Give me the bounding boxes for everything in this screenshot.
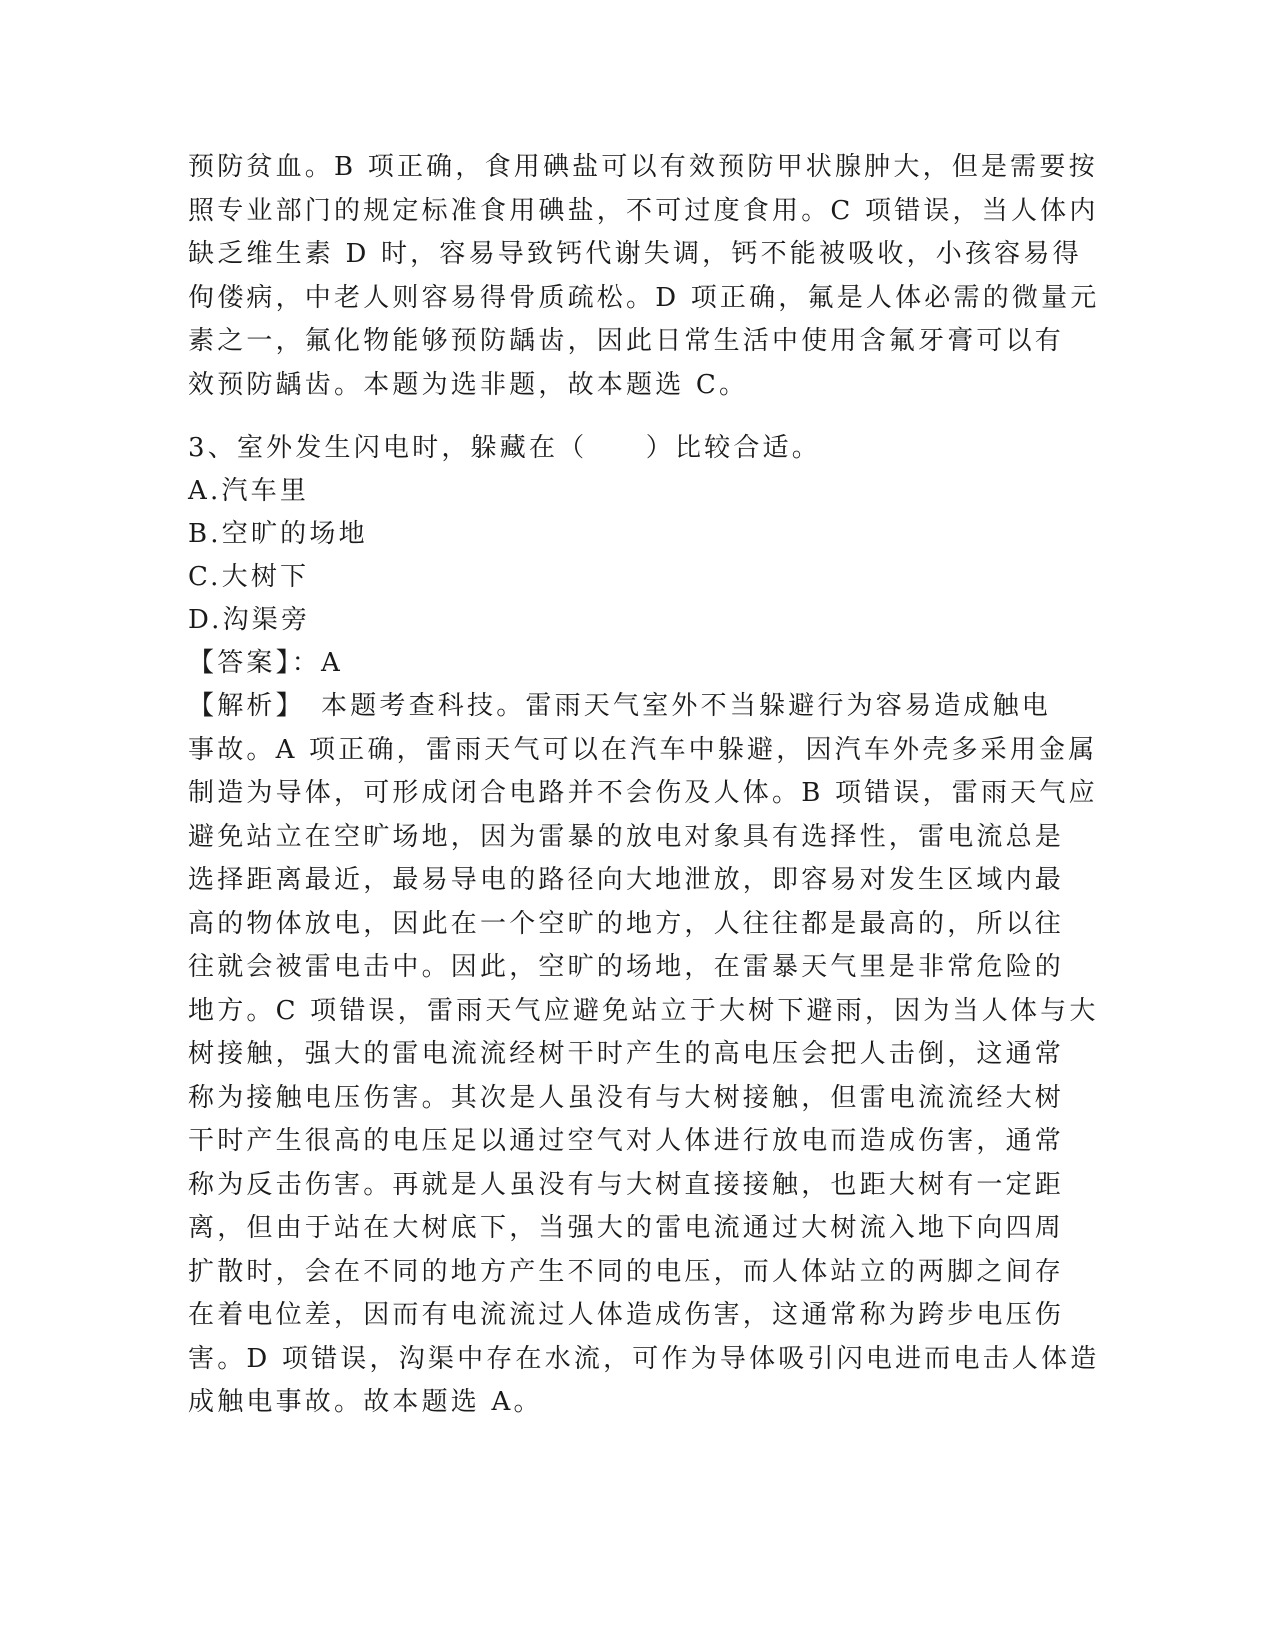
analysis-line: 避免站立在空旷场地，因为雷暴的放电对象具有选择性，雷电流总是: [188, 821, 1065, 852]
analysis-line: 事故。A 项正确，雷雨天气可以在汽车中躲避，因汽车外壳多采用金属: [188, 734, 1098, 765]
analysis-line: 【解析】 本题考查科技。雷雨天气室外不当躲避行为容易造成触电: [188, 691, 1052, 721]
analysis-line: 扩散时，会在不同的地方产生不同的电压，而人体站立的两脚之间存: [188, 1256, 1065, 1287]
analysis-line: 高的物体放电，因此在一个空旷的地方，人往往都是最高的，所以往: [188, 908, 1065, 939]
text-line: 缺乏维生素 D 时，容易导致钙代谢失调，钙不能被吸收，小孩容易得: [188, 239, 1082, 269]
question-block: [188, 427, 1100, 1425]
analysis-line: 选择距离最近，最易导电的路径向大地泄放，即容易对发生区域内最: [188, 865, 1065, 895]
analysis-line: 地方。C 项错误，雷雨天气应避免站立于大树下避雨，因为当人体与大: [188, 995, 1099, 1026]
option-d: D.沟渠旁: [188, 605, 311, 635]
text-line: 素之一，氟化物能够预防龋齿，因此日常生活中使用含氟牙膏可以有: [188, 326, 1065, 356]
analysis-line: 称为接触电压伤害。其次是人虽没有与大树接触，但雷电流流经大树: [188, 1082, 1065, 1113]
analysis-line: 制造为导体，可形成闭合电路并不会伤及人体。B 项错误，雷雨天气应: [188, 778, 1098, 808]
analysis-line: 树接触，强大的雷电流流经树干时产生的高电压会把人击倒，这通常: [188, 1039, 1065, 1069]
answer-line: 【答案】：A: [188, 648, 343, 678]
page-content: [188, 146, 1100, 1425]
analysis-block: [188, 685, 1100, 1425]
option-b: B.空旷的场地: [188, 519, 368, 549]
text-line: 照专业部门的规定标准食用碘盐，不可过度食用。C 项错误，当人体内: [188, 195, 1099, 226]
text-line: 效预防龋齿。本题为选非题，故本题选 C。: [188, 369, 749, 400]
question-stem: 3、室外发生闪电时，躲藏在（ ）比较合适。: [188, 433, 821, 463]
option-list: [188, 470, 1093, 642]
text-line: 预防贫血。B 项正确，食用碘盐可以有效预防甲状腺肿大，但是需要按: [188, 152, 1098, 182]
spacer: [188, 407, 1093, 427]
analysis-line: 往就会被雷电击中。因此，空旷的场地，在雷暴天气里是非常危险的: [188, 952, 1065, 982]
analysis-line: 干时产生很高的电压足以通过空气对人体进行放电而造成伤害，通常: [188, 1126, 1065, 1156]
previous-analysis-continuation: [188, 146, 1100, 407]
analysis-line: 在着电位差，因而有电流流过人体造成伤害，这通常称为跨步电压伤: [188, 1300, 1065, 1330]
text-line: 佝偻病，中老人则容易得骨质疏松。D 项正确，氟是人体必需的微量元: [188, 282, 1100, 313]
analysis-line: 害。D 项错误，沟渠中存在水流，可作为导体吸引闪电进而电击人体造: [188, 1343, 1100, 1374]
analysis-line: 成触电事故。故本题选 A。: [188, 1387, 543, 1417]
option-c: C.大树下: [188, 562, 310, 592]
analysis-line: 称为反击伤害。再就是人虽没有与大树直接接触，也距大树有一定距: [188, 1169, 1065, 1200]
analysis-line: 离，但由于站在大树底下，当强大的雷电流通过大树流入地下向四周: [188, 1213, 1065, 1243]
option-a: A.汽车里: [188, 476, 310, 506]
